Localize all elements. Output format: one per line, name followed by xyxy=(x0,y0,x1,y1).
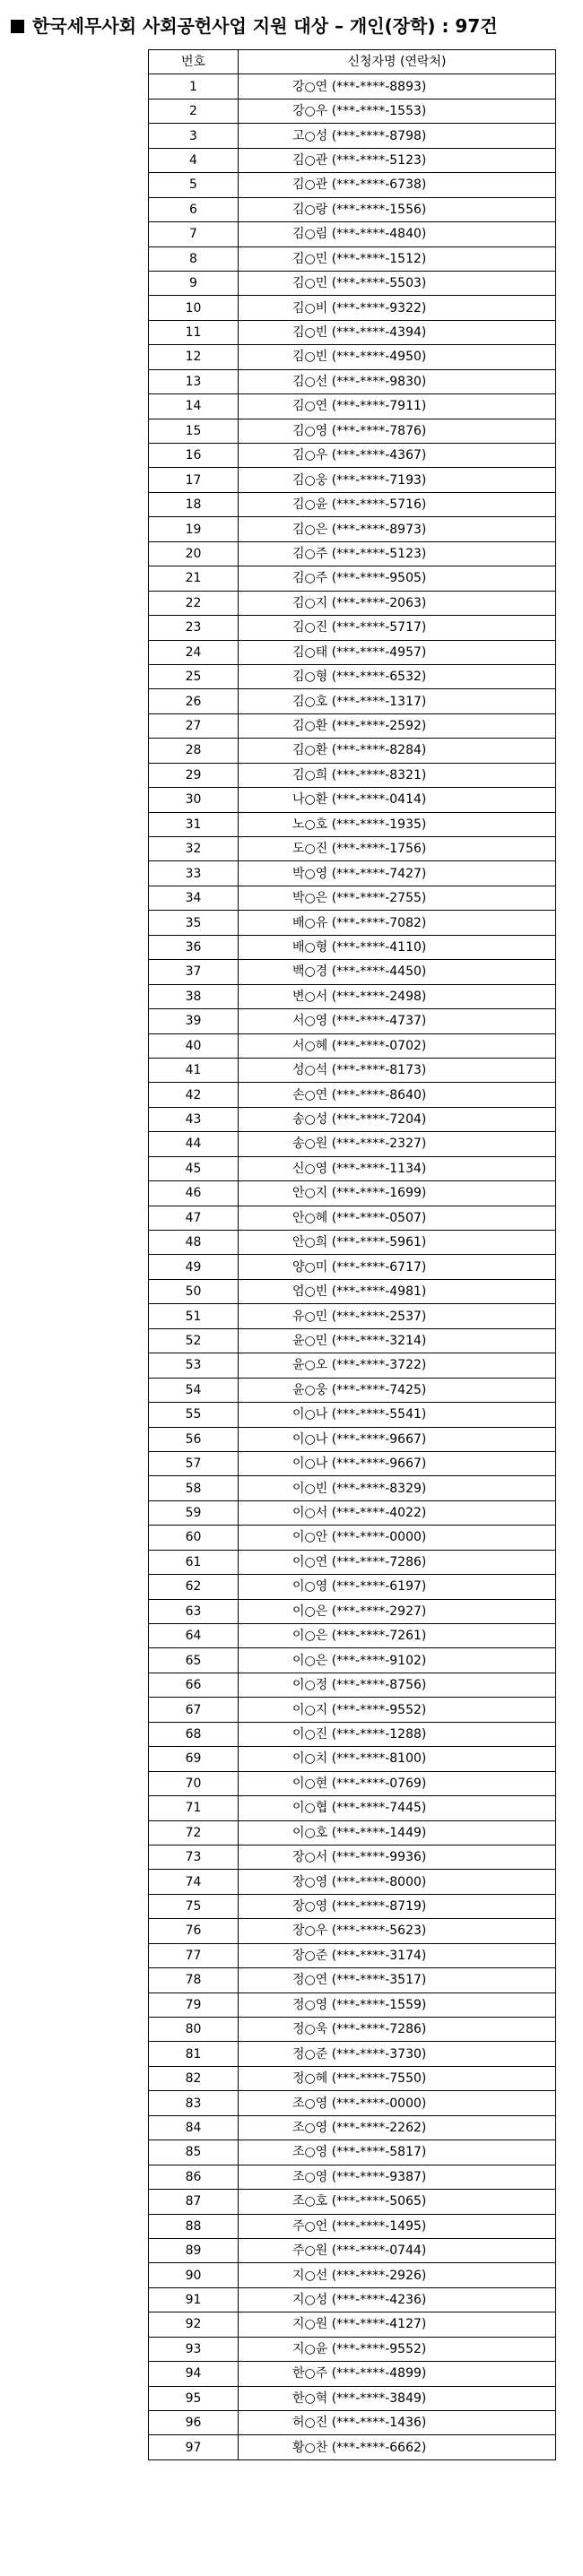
row-number: 11 xyxy=(149,320,239,344)
row-number: 72 xyxy=(149,1820,239,1845)
row-applicant: 김○비 (***-****-9322) xyxy=(239,296,556,320)
table-row xyxy=(149,345,556,369)
row-number: 40 xyxy=(149,1033,239,1058)
row-applicant: 안○혜 (***-****-0507) xyxy=(239,1206,556,1230)
row-number: 70 xyxy=(149,1771,239,1795)
row-number: 46 xyxy=(149,1181,239,1206)
row-applicant: 정○욱 (***-****-7286) xyxy=(239,2018,556,2042)
row-applicant: 이○나 (***-****-9667) xyxy=(239,1451,556,1475)
row-number: 83 xyxy=(149,2091,239,2115)
row-number: 39 xyxy=(149,1009,239,1033)
row-number: 23 xyxy=(149,616,239,640)
table-row xyxy=(149,2140,556,2165)
table-row xyxy=(149,788,556,812)
row-number: 3 xyxy=(149,124,239,148)
row-applicant: 김○빈 (***-****-4394) xyxy=(239,320,556,344)
row-applicant: 이○협 (***-****-7445) xyxy=(239,1796,556,1820)
table-row xyxy=(149,763,556,787)
row-applicant: 지○선 (***-****-2926) xyxy=(239,2263,556,2287)
row-number: 63 xyxy=(149,1599,239,1623)
table-row xyxy=(149,1870,556,1894)
row-applicant: 김○우 (***-****-4367) xyxy=(239,444,556,468)
table-row xyxy=(149,837,556,861)
row-number: 60 xyxy=(149,1526,239,1550)
row-applicant: 배○유 (***-****-7082) xyxy=(239,911,556,935)
row-number: 9 xyxy=(149,271,239,295)
row-applicant: 조○영 (***-****-9387) xyxy=(239,2165,556,2189)
row-applicant: 이○나 (***-****-5541) xyxy=(239,1403,556,1427)
table-row xyxy=(149,1403,556,1427)
table-row xyxy=(149,640,556,664)
row-number: 71 xyxy=(149,1796,239,1820)
row-number: 30 xyxy=(149,788,239,812)
row-applicant: 장○우 (***-****-5623) xyxy=(239,1919,556,1943)
row-applicant: 안○희 (***-****-5961) xyxy=(239,1231,556,1255)
row-number: 92 xyxy=(149,2312,239,2337)
table-row xyxy=(149,444,556,468)
row-applicant: 변○서 (***-****-2498) xyxy=(239,984,556,1008)
row-number: 52 xyxy=(149,1328,239,1353)
table-row xyxy=(149,1943,556,1967)
row-number: 57 xyxy=(149,1451,239,1475)
row-applicant: 성○석 (***-****-8173) xyxy=(239,1058,556,1082)
table-row xyxy=(149,296,556,320)
row-applicant: 이○지 (***-****-9552) xyxy=(239,1698,556,1722)
row-number: 54 xyxy=(149,1378,239,1402)
table-row xyxy=(149,197,556,221)
table-row xyxy=(149,468,556,492)
table-row xyxy=(149,1132,556,1156)
row-number: 48 xyxy=(149,1231,239,1255)
row-number: 59 xyxy=(149,1500,239,1525)
table-row xyxy=(149,1747,556,1771)
row-applicant: 김○빈 (***-****-4950) xyxy=(239,345,556,369)
row-applicant: 엄○빈 (***-****-4981) xyxy=(239,1279,556,1303)
table-row xyxy=(149,2190,556,2214)
table-row xyxy=(149,1673,556,1697)
document-title xyxy=(11,13,498,39)
row-number: 79 xyxy=(149,1993,239,2017)
table-row xyxy=(149,2287,556,2312)
table-row xyxy=(149,1919,556,1943)
row-applicant: 황○찬 (***-****-6662) xyxy=(239,2435,556,2459)
row-number: 29 xyxy=(149,763,239,787)
row-number: 82 xyxy=(149,2066,239,2090)
row-applicant: 김○민 (***-****-1512) xyxy=(239,246,556,271)
header-applicant: 신청자명 (연락처) xyxy=(239,50,556,74)
row-applicant: 허○진 (***-****-1436) xyxy=(239,2411,556,2435)
table-row xyxy=(149,1476,556,1500)
row-applicant: 김○관 (***-****-5123) xyxy=(239,148,556,172)
row-number: 13 xyxy=(149,369,239,393)
row-number: 21 xyxy=(149,566,239,591)
row-number: 20 xyxy=(149,541,239,566)
row-applicant: 이○안 (***-****-0000) xyxy=(239,1526,556,1550)
row-number: 34 xyxy=(149,886,239,910)
table-row xyxy=(149,1279,556,1303)
row-applicant: 김○웅 (***-****-7193) xyxy=(239,468,556,492)
row-applicant: 박○영 (***-****-7427) xyxy=(239,861,556,886)
row-applicant: 김○림 (***-****-4840) xyxy=(239,222,556,246)
row-number: 67 xyxy=(149,1698,239,1722)
row-number: 95 xyxy=(149,2386,239,2410)
row-applicant: 조○호 (***-****-5065) xyxy=(239,2190,556,2214)
row-applicant: 서○영 (***-****-4737) xyxy=(239,1009,556,1033)
row-number: 31 xyxy=(149,812,239,836)
table-row xyxy=(149,1328,556,1353)
row-number: 24 xyxy=(149,640,239,664)
row-applicant: 김○환 (***-****-8284) xyxy=(239,739,556,763)
row-number: 16 xyxy=(149,444,239,468)
row-applicant: 김○주 (***-****-5123) xyxy=(239,541,556,566)
row-applicant: 김○영 (***-****-7876) xyxy=(239,419,556,443)
table-row xyxy=(149,320,556,344)
row-number: 53 xyxy=(149,1353,239,1378)
row-number: 32 xyxy=(149,837,239,861)
row-number: 93 xyxy=(149,2337,239,2361)
row-number: 5 xyxy=(149,173,239,197)
table-row xyxy=(149,419,556,443)
row-number: 10 xyxy=(149,296,239,320)
table-row xyxy=(149,394,556,419)
row-number: 42 xyxy=(149,1083,239,1107)
row-number: 44 xyxy=(149,1132,239,1156)
applicant-table xyxy=(148,49,556,2460)
row-number: 28 xyxy=(149,739,239,763)
row-number: 65 xyxy=(149,1648,239,1673)
table-row xyxy=(149,1378,556,1402)
row-applicant: 이○진 (***-****-1288) xyxy=(239,1722,556,1746)
row-applicant: 김○선 (***-****-9830) xyxy=(239,369,556,393)
row-number: 47 xyxy=(149,1206,239,1230)
table-row xyxy=(149,664,556,688)
table-row xyxy=(149,2362,556,2386)
table-row xyxy=(149,1083,556,1107)
row-number: 58 xyxy=(149,1476,239,1500)
row-applicant: 김○지 (***-****-2063) xyxy=(239,591,556,615)
row-applicant: 안○지 (***-****-1699) xyxy=(239,1181,556,1206)
row-number: 78 xyxy=(149,1968,239,1993)
row-applicant: 조○영 (***-****-5817) xyxy=(239,2140,556,2165)
table-row xyxy=(149,1796,556,1820)
square-bullet-icon xyxy=(11,20,24,33)
row-number: 50 xyxy=(149,1279,239,1303)
row-applicant: 김○태 (***-****-4957) xyxy=(239,640,556,664)
table-row xyxy=(149,2091,556,2115)
row-applicant: 김○환 (***-****-2592) xyxy=(239,713,556,738)
row-number: 75 xyxy=(149,1894,239,1918)
table-row xyxy=(149,492,556,516)
table-row xyxy=(149,124,556,148)
row-number: 88 xyxy=(149,2214,239,2238)
table-row xyxy=(149,148,556,172)
row-applicant: 김○연 (***-****-7911) xyxy=(239,394,556,419)
row-applicant: 지○성 (***-****-4236) xyxy=(239,2287,556,2312)
table-row xyxy=(149,1722,556,1746)
row-applicant: 이○연 (***-****-7286) xyxy=(239,1550,556,1574)
row-applicant: 김○주 (***-****-9505) xyxy=(239,566,556,591)
table-body xyxy=(149,74,556,2459)
table-row xyxy=(149,1845,556,1869)
row-applicant: 정○영 (***-****-1559) xyxy=(239,1993,556,2017)
row-number: 35 xyxy=(149,911,239,935)
row-number: 22 xyxy=(149,591,239,615)
table-row xyxy=(149,1009,556,1033)
table-row xyxy=(149,2238,556,2262)
row-applicant: 송○성 (***-****-7204) xyxy=(239,1107,556,1131)
row-applicant: 정○혜 (***-****-7550) xyxy=(239,2066,556,2090)
row-number: 77 xyxy=(149,1943,239,1967)
row-number: 68 xyxy=(149,1722,239,1746)
row-number: 61 xyxy=(149,1550,239,1574)
table-row xyxy=(149,74,556,99)
table-row xyxy=(149,739,556,763)
row-number: 27 xyxy=(149,713,239,738)
row-number: 49 xyxy=(149,1255,239,1279)
row-number: 87 xyxy=(149,2190,239,2214)
table-header-row xyxy=(149,50,556,74)
row-applicant: 장○영 (***-****-8719) xyxy=(239,1894,556,1918)
table-row xyxy=(149,1550,556,1574)
row-number: 69 xyxy=(149,1747,239,1771)
row-applicant: 정○준 (***-****-3730) xyxy=(239,2042,556,2066)
row-applicant: 백○경 (***-****-4450) xyxy=(239,960,556,984)
row-number: 66 xyxy=(149,1673,239,1697)
row-applicant: 윤○민 (***-****-3214) xyxy=(239,1328,556,1353)
row-applicant: 정○연 (***-****-3517) xyxy=(239,1968,556,1993)
row-number: 41 xyxy=(149,1058,239,1082)
table-row xyxy=(149,369,556,393)
row-applicant: 박○은 (***-****-2755) xyxy=(239,886,556,910)
row-applicant: 도○진 (***-****-1756) xyxy=(239,837,556,861)
row-number: 94 xyxy=(149,2362,239,2386)
table-row xyxy=(149,1820,556,1845)
table-row xyxy=(149,271,556,295)
row-number: 85 xyxy=(149,2140,239,2165)
table-row xyxy=(149,1255,556,1279)
table-row xyxy=(149,1575,556,1599)
row-number: 73 xyxy=(149,1845,239,1869)
row-number: 14 xyxy=(149,394,239,419)
row-number: 43 xyxy=(149,1107,239,1131)
row-applicant: 주○언 (***-****-1495) xyxy=(239,2214,556,2238)
row-applicant: 장○준 (***-****-3174) xyxy=(239,1943,556,1967)
table-row xyxy=(149,2263,556,2287)
table-row xyxy=(149,1058,556,1082)
table-row xyxy=(149,2115,556,2139)
row-applicant: 이○은 (***-****-2927) xyxy=(239,1599,556,1623)
table-row xyxy=(149,2042,556,2066)
row-number: 19 xyxy=(149,517,239,541)
row-applicant: 장○영 (***-****-8000) xyxy=(239,1870,556,1894)
row-number: 74 xyxy=(149,1870,239,1894)
row-number: 37 xyxy=(149,960,239,984)
table-row xyxy=(149,911,556,935)
row-applicant: 이○은 (***-****-7261) xyxy=(239,1624,556,1648)
table-row xyxy=(149,1156,556,1180)
row-number: 18 xyxy=(149,492,239,516)
row-number: 91 xyxy=(149,2287,239,2312)
table-row xyxy=(149,1968,556,1993)
row-applicant: 강○연 (***-****-8893) xyxy=(239,74,556,99)
table-row xyxy=(149,2018,556,2042)
table-row xyxy=(149,2312,556,2337)
row-number: 51 xyxy=(149,1304,239,1328)
row-number: 76 xyxy=(149,1919,239,1943)
table-row xyxy=(149,99,556,123)
row-applicant: 서○혜 (***-****-0702) xyxy=(239,1033,556,1058)
row-applicant: 이○호 (***-****-1449) xyxy=(239,1820,556,1845)
table-row xyxy=(149,1451,556,1475)
row-applicant: 김○형 (***-****-6532) xyxy=(239,664,556,688)
table-row xyxy=(149,1526,556,1550)
table-row xyxy=(149,2214,556,2238)
row-number: 64 xyxy=(149,1624,239,1648)
row-number: 7 xyxy=(149,222,239,246)
row-applicant: 이○치 (***-****-8100) xyxy=(239,1747,556,1771)
row-number: 33 xyxy=(149,861,239,886)
table-row xyxy=(149,1771,556,1795)
row-applicant: 조○영 (***-****-2262) xyxy=(239,2115,556,2139)
table-row xyxy=(149,1304,556,1328)
row-applicant: 신○영 (***-****-1134) xyxy=(239,1156,556,1180)
row-number: 80 xyxy=(149,2018,239,2042)
row-applicant: 이○나 (***-****-9667) xyxy=(239,1427,556,1451)
row-applicant: 이○서 (***-****-4022) xyxy=(239,1500,556,1525)
row-number: 55 xyxy=(149,1403,239,1427)
row-applicant: 한○주 (***-****-4899) xyxy=(239,2362,556,2386)
row-number: 81 xyxy=(149,2042,239,2066)
row-applicant: 김○랑 (***-****-1556) xyxy=(239,197,556,221)
row-applicant: 한○혁 (***-****-3849) xyxy=(239,2386,556,2410)
row-number: 17 xyxy=(149,468,239,492)
table-row xyxy=(149,2435,556,2459)
table-row xyxy=(149,517,556,541)
row-number: 84 xyxy=(149,2115,239,2139)
row-applicant: 유○민 (***-****-2537) xyxy=(239,1304,556,1328)
row-applicant: 윤○웅 (***-****-7425) xyxy=(239,1378,556,1402)
table-row xyxy=(149,1624,556,1648)
row-applicant: 주○원 (***-****-0744) xyxy=(239,2238,556,2262)
row-applicant: 이○빈 (***-****-8329) xyxy=(239,1476,556,1500)
row-applicant: 지○윤 (***-****-9552) xyxy=(239,2337,556,2361)
row-number: 96 xyxy=(149,2411,239,2435)
row-applicant: 김○희 (***-****-8321) xyxy=(239,763,556,787)
table-row xyxy=(149,173,556,197)
table-row xyxy=(149,541,556,566)
table-row xyxy=(149,1206,556,1230)
row-number: 45 xyxy=(149,1156,239,1180)
table-row xyxy=(149,1107,556,1131)
row-applicant: 김○윤 (***-****-5716) xyxy=(239,492,556,516)
document-title-text: 한국세무사회 사회공헌사업 지원 대상 – 개인(장학) : 97건 xyxy=(32,15,498,37)
row-applicant: 고○성 (***-****-8798) xyxy=(239,124,556,148)
table-row xyxy=(149,1500,556,1525)
row-number: 6 xyxy=(149,197,239,221)
table-row xyxy=(149,2066,556,2090)
row-applicant: 손○연 (***-****-8640) xyxy=(239,1083,556,1107)
row-applicant: 김○민 (***-****-5503) xyxy=(239,271,556,295)
row-number: 25 xyxy=(149,664,239,688)
row-applicant: 김○은 (***-****-8973) xyxy=(239,517,556,541)
table-row xyxy=(149,861,556,886)
row-number: 97 xyxy=(149,2435,239,2459)
table-row xyxy=(149,2165,556,2189)
row-applicant: 지○원 (***-****-4127) xyxy=(239,2312,556,2337)
table-row xyxy=(149,812,556,836)
table-row xyxy=(149,1181,556,1206)
row-number: 4 xyxy=(149,148,239,172)
row-applicant: 양○미 (***-****-6717) xyxy=(239,1255,556,1279)
table-row xyxy=(149,1698,556,1722)
table-row xyxy=(149,984,556,1008)
table-row xyxy=(149,246,556,271)
row-number: 12 xyxy=(149,345,239,369)
table-row xyxy=(149,616,556,640)
table-row xyxy=(149,960,556,984)
row-number: 56 xyxy=(149,1427,239,1451)
row-number: 1 xyxy=(149,74,239,99)
table-row xyxy=(149,222,556,246)
row-applicant: 이○은 (***-****-9102) xyxy=(239,1648,556,1673)
table-row xyxy=(149,2337,556,2361)
table-row xyxy=(149,1353,556,1378)
row-applicant: 강○우 (***-****-1553) xyxy=(239,99,556,123)
row-applicant: 이○영 (***-****-6197) xyxy=(239,1575,556,1599)
table-row xyxy=(149,713,556,738)
table-row xyxy=(149,1427,556,1451)
table-row xyxy=(149,1894,556,1918)
table-row xyxy=(149,1033,556,1058)
row-number: 2 xyxy=(149,99,239,123)
table-row xyxy=(149,1993,556,2017)
header-number: 번호 xyxy=(149,50,239,74)
row-applicant: 이○정 (***-****-8756) xyxy=(239,1673,556,1697)
row-applicant: 나○환 (***-****-0414) xyxy=(239,788,556,812)
row-applicant: 김○호 (***-****-1317) xyxy=(239,689,556,713)
row-number: 90 xyxy=(149,2263,239,2287)
table-row xyxy=(149,2386,556,2410)
row-applicant: 윤○오 (***-****-3722) xyxy=(239,1353,556,1378)
row-applicant: 배○형 (***-****-4110) xyxy=(239,935,556,959)
row-applicant: 장○서 (***-****-9936) xyxy=(239,1845,556,1869)
table-row xyxy=(149,2411,556,2435)
row-applicant: 노○호 (***-****-1935) xyxy=(239,812,556,836)
table-row xyxy=(149,689,556,713)
row-number: 26 xyxy=(149,689,239,713)
table-row xyxy=(149,886,556,910)
table-row xyxy=(149,566,556,591)
table-row xyxy=(149,1599,556,1623)
row-applicant: 송○원 (***-****-2327) xyxy=(239,1132,556,1156)
row-number: 38 xyxy=(149,984,239,1008)
row-number: 8 xyxy=(149,246,239,271)
row-number: 62 xyxy=(149,1575,239,1599)
table-row xyxy=(149,1231,556,1255)
row-number: 89 xyxy=(149,2238,239,2262)
row-applicant: 김○관 (***-****-6738) xyxy=(239,173,556,197)
table-row xyxy=(149,591,556,615)
row-applicant: 김○진 (***-****-5717) xyxy=(239,616,556,640)
row-applicant: 조○영 (***-****-0000) xyxy=(239,2091,556,2115)
row-applicant: 이○현 (***-****-0769) xyxy=(239,1771,556,1795)
table-row xyxy=(149,935,556,959)
row-number: 15 xyxy=(149,419,239,443)
table-row xyxy=(149,1648,556,1673)
row-number: 36 xyxy=(149,935,239,959)
row-number: 86 xyxy=(149,2165,239,2189)
